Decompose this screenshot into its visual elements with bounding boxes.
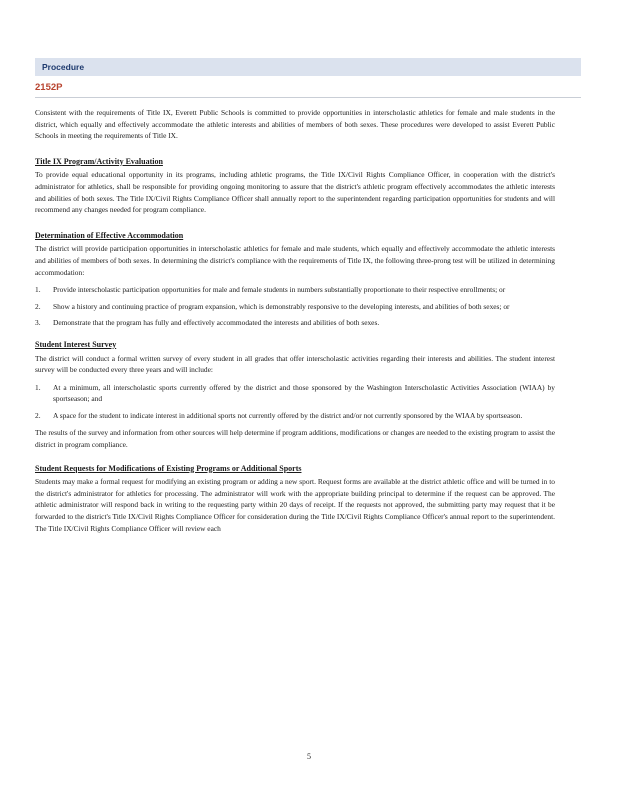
document-body: [35, 107, 555, 534]
list-item-text: Provide interscholastic participation opportunities for male and female students in numbers substantially proportionate to their respective enrollments; or: [53, 285, 506, 295]
policy-code: 2152P: [35, 82, 63, 93]
list-item-number: 2.: [35, 410, 41, 420]
list-item-number: 1.: [35, 285, 41, 295]
page-number: 5: [307, 752, 311, 761]
survey-list: [35, 382, 555, 422]
section-heading-requests: Student Requests for Modifications of Existing Programs or Additional Sports: [35, 463, 302, 473]
list-item: [35, 284, 555, 296]
list-item-number: 2.: [35, 301, 41, 311]
section-heading-survey: Student Interest Survey: [35, 339, 117, 349]
survey-closing-paragraph: The results of the survey and information from other sources will help determine if program additions, modifications or changes are needed to the existing program to assist the district in program compliance.: [35, 428, 555, 450]
divider-line: [35, 97, 581, 98]
section-heading-evaluation: Title IX Program/Activity Evaluation: [35, 156, 163, 166]
section-label: Procedure: [42, 62, 85, 72]
list-item-number: 3.: [35, 318, 41, 328]
accommodation-list: [35, 284, 555, 329]
list-item-text: A space for the student to indicate interest in additional sports not currently offered by the district and/or not currently sponsored by the WIAA by sportseason.: [53, 410, 523, 420]
list-item-text: At a minimum, all interscholastic sports currently offered by the district and those sponsored by the Washington Interscholastic Activities Association (WIAA) by sportseason; and: [53, 382, 555, 404]
survey-paragraph: The district will conduct a formal written survey of every student in all grades that offer interscholastic activities regarding their interests and abilities. The student interest survey will be conducted every three years and will include:: [35, 353, 555, 375]
list-item-number: 1.: [35, 382, 41, 392]
list-item: [35, 410, 555, 422]
list-item-text: Demonstrate that the program has fully and effectively accommodated the interests and abilities of both sexes.: [53, 318, 380, 328]
requests-paragraph: Students may make a formal request for modifying an existing program or adding a new sport. Request forms are available at the district athletic office and will be turned in to the district's administrator for athletics for processing. The administrator will work with the appropriate building principal to determine if the request can be approved. The athletic administrator will respond back in writing to the requesting party within 20 days of receipt. If the requests not approved, the submitting party may request that it be forwarded to the district's Title IX/Civil Rights Compliance Officer for consideration during the Title IX/Civil Rights Compliance Officer's annual report to the superintendent. The Title IX/Civil Rights Compliance Officer will review each: [35, 477, 555, 533]
list-item: [35, 317, 555, 329]
list-item: [35, 382, 555, 405]
section-header-bar: [35, 58, 581, 76]
list-item-text: Show a history and continuing practice of program expansion, which is demonstrably responsive to the developing interests, and abilities of both sexes; or: [53, 301, 510, 311]
evaluation-paragraph: To provide equal educational opportunity in its programs, including athletic programs, the Title IX/Civil Rights Compliance Officer, in cooperation with the district's administrator for athletics, shall be responsible for providing ongoing monitoring to assure that the district's athletic program effectively accommodates the athletic interests and abilities of both sexes. The Title IX/Civil Rights Compliance Officer shall annually report to the superintendent regarding participation opportunities for students and will recommend any changes needed for program compliance.: [35, 170, 555, 215]
section-heading-accommodation: Determination of Effective Accommodation: [35, 230, 184, 240]
accommodation-paragraph: The district will provide participation opportunities in interscholastic athletics for female and male students, which equally and effectively accommodate the athletic interests and abilities of members of both sexes. In determining the district's compliance with the requirements of Title IX, the following three-prong test will be utilized in determining accommodation:: [35, 244, 555, 277]
list-item: [35, 301, 555, 313]
intro-paragraph: Consistent with the requirements of Title IX, Everett Public Schools is committed to provide opportunities in interscholastic athletics for female and male students in the district, which equally and effectively accommodate the athletic interests and abilities of members of both sexes. These procedures were developed to assist Everett Public Schools in meeting the requirements of Title IX.: [35, 108, 555, 141]
